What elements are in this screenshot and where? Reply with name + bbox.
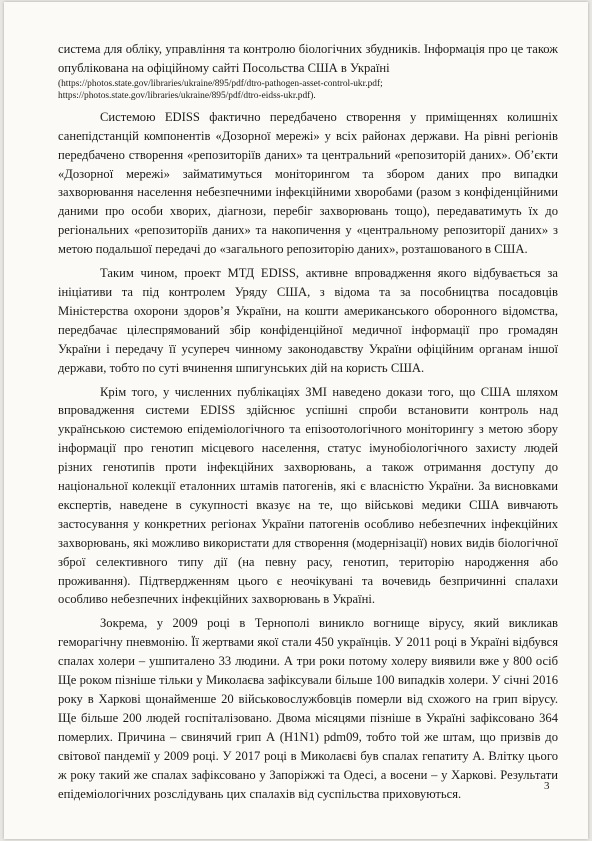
source-urls: [58, 78, 558, 103]
document-body: [58, 40, 558, 803]
document-page: [4, 2, 588, 839]
page-number: 3: [544, 780, 550, 792]
source-url-1: (https://photos.state.gov/libraries/ukraine/895/pdf/dtro-pathogen-asset-control-ukr.pdf;: [58, 78, 383, 89]
source-url-2: https://photos.state.gov/libraries/ukraine/895/pdf/dtro-eidss-ukr.pdf).: [58, 91, 316, 102]
paragraph-mtd-ediss-project: Таким чином, проект МТД EDISS, активне впровадження якого відбувається за ініціативи та під контролем Уряду США, з відома та за пособництва посадовців Міністерства охорони здоров’я України, на кошти американського оборонного відомства, передбачає цілеспрямований збір конфіденційної медичної інформації про громадян України і передачу її усупереч чинному законодавству України офіційним органам іншої держави, тобто по суті вчинення шпигунських дій на користь США.: [58, 266, 558, 375]
intro-paragraph: система для обліку, управління та контролю біологічних збудників. Інформація про це також опублікована на офіційному сайті Посольства США в Україні: [58, 42, 558, 75]
paragraph-ediss-network: Системою EDISS фактично передбачено створення у приміщеннях колишніх санепідстанцій компонентів «Дозорної мережі» у всіх районах держави. На рівні регіонів передбачено створення «репозиторіїв даних» та центральний «репозиторій даних». Об’єкти «Дозорної мережі» займатимуться моніторингом та збором даних про випадки захворювання населення небезпечними інфекційними хворобами (разом з конфіденційними даними про особи хворих, діагнози, перебіг захворювань тощо), передаватимуть їх до регіональних «репозиторіїв даних» та накопичення у «центральному репозиторії даних» з метою подальшої передачі до «загального репозиторію даних», розташованого в США.: [58, 109, 558, 257]
paragraph-media-evidence: Крім того, у численних публікаціях ЗМІ наведено докази того, що США шляхом впровадження системи EDISS здійснює успішні спроби встановити контроль над українською системою епідеміологічного та епізоотологічного моніторингу з метою збору інформації про генотип місцевого населення, статус імунобіологічного захисту людей різних генотипів проти інфекційних захворювань, а також отримання доступу до національної колекції еталонних штамів патогенів, які є власністю України. За висновками експертів, наведене в сукупності вказує на те, що військові медики США вивчають застосування у конкретних регіонах України патогенів особливо небезпечних інфекційних захворювань, які можливо використати для створення (модернізації) нових видів біологічної зброї селективного типу дії (на певну расу, генотип, територію народження або проживання). Підтвердженням цього є неочікувані та вочевидь безпричинні спалахи особливо небезпечних інфекційних захворювань в Україні.: [58, 384, 558, 607]
paragraph-outbreaks: Зокрема, у 2009 році в Тернополі виникло вогнище вірусу, який викликав геморагічну пневмонію. Її жертвами якої стали 450 українців. У 2011 році в Україні відбувся спалах холери – ушпиталено 33 людини. А три роки потому холеру виявили вже у 800 осіб Ще роком пізніше тільки у Миколаєва зафіксували більше 100 випадків холери. У січні 2016 року в Харкові щонайменше 20 військовослужбовців померли від схожого на грип вірусу. Ще більше 200 людей госпіталізовано. Двома місяцями пізніше в Україні зафіксовано 364 померлих. Причина – свинячий грип А (H1N1) pdm09, тобто той же штам, що призвів до світової пандемії у 2009 році. У 2017 році в Миколаєві був спалах гепатиту А. Влітку цього ж року такий же спалах зафіксовано у Запоріжжі та Одесі, а восени – у Харкові. Результати епідеміологічних розслідувань цих спалахів від суспільства приховуються.: [58, 616, 558, 801]
